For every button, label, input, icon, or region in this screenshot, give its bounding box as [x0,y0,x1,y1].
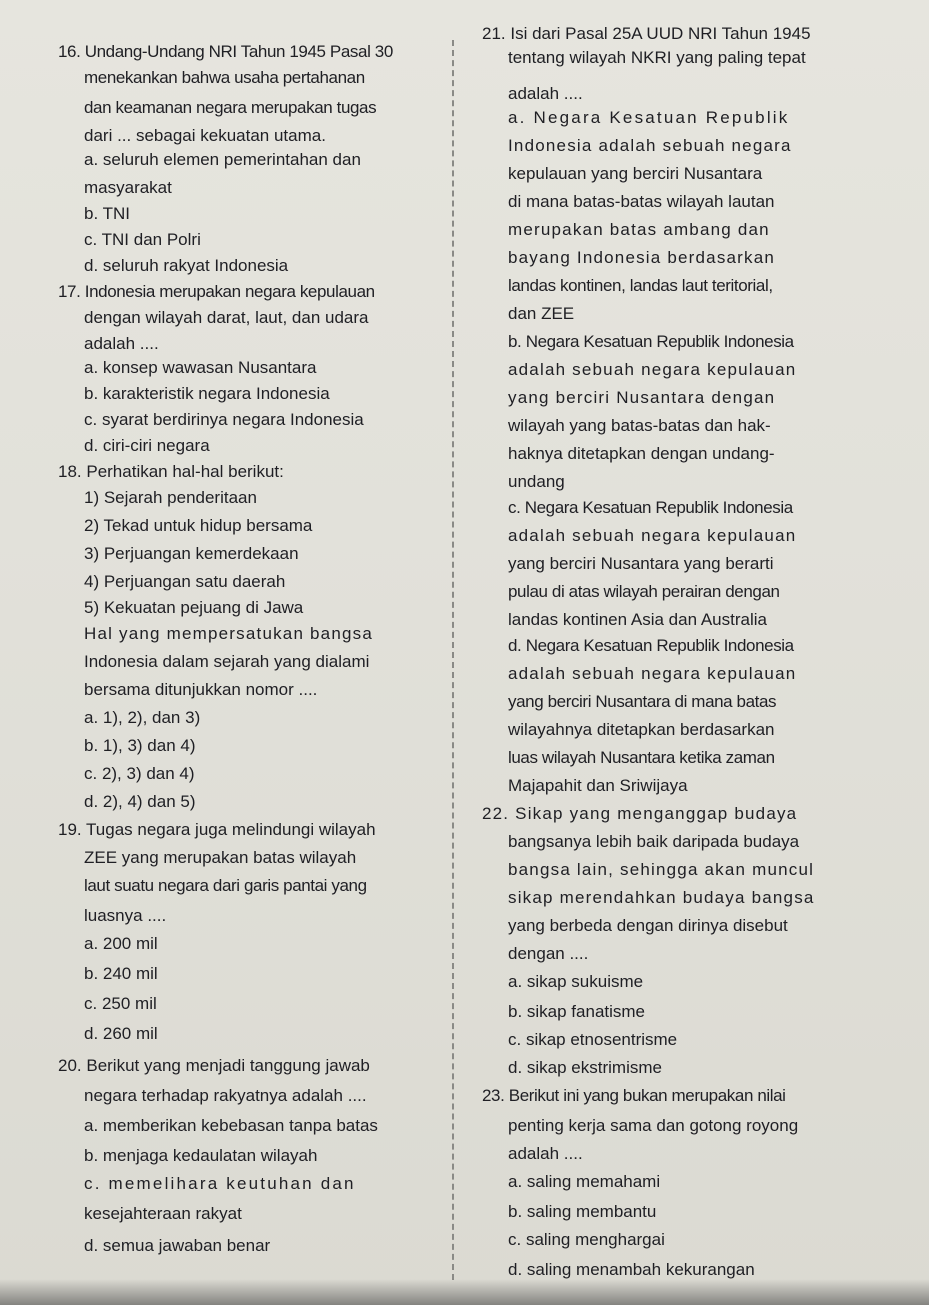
page-edge-shadow [0,1279,929,1305]
right-column-line: c. sikap etnosentrisme [508,1030,678,1049]
left-column-line: c. 250 mil [84,994,157,1013]
left-column-line: Hal yang mempersatukan bangsa [84,624,374,643]
right-column-line: bangsa lain, sehingga akan muncul [508,860,815,879]
left-column-line: dan keamanan negara merupakan tugas [84,98,377,117]
left-column-line: dengan wilayah darat, laut, dan udara [84,308,369,327]
right-column-line: 21. Isi dari Pasal 25A UUD NRI Tahun 1945 [482,24,811,43]
left-column-line: a. 1), 2), dan 3) [84,708,201,727]
left-column-line: negara terhadap rakyatnya adalah .... [84,1086,367,1105]
right-column-line: landas kontinen Asia dan Australia [508,610,767,629]
right-column-line: tentang wilayah NKRI yang paling tepat [508,48,806,67]
right-column-line: b. saling membantu [508,1202,657,1221]
left-column-line: 2) Tekad untuk hidup bersama [84,516,313,535]
right-column-line: kepulauan yang berciri Nusantara [508,164,763,183]
right-column-line: yang berciri Nusantara yang berarti [508,554,774,573]
right-column-line: c. saling menghargai [508,1230,665,1249]
left-column-line: a. seluruh elemen pemerintahan dan [84,150,361,169]
left-column-line: c. syarat berdirinya negara Indonesia [84,410,364,429]
left-column-line: d. 260 mil [84,1024,158,1043]
right-column-line: a. saling memahami [508,1172,661,1191]
right-column-line: yang berbeda dengan dirinya disebut [508,916,788,935]
right-column-line: undang [508,472,565,491]
left-column-line: masyarakat [84,178,172,197]
right-column-line: dengan .... [508,944,589,963]
right-column-line: yang berciri Nusantara di mana batas [508,692,777,711]
right-column-line: penting kerja sama dan gotong royong [508,1116,799,1135]
left-column-line: b. menjaga kedaulatan wilayah [84,1146,318,1165]
right-column-line: luas wilayah Nusantara ketika zaman [508,748,775,767]
left-column-line: d. semua jawaban benar [84,1236,271,1255]
left-column-line: d. 2), 4) dan 5) [84,792,196,811]
right-column-line: a. sikap sukuisme [508,972,644,991]
left-column-line: c. memelihara keutuhan dan [84,1174,356,1193]
right-column-line: wilayahnya ditetapkan berdasarkan [508,720,775,739]
right-column-line: adalah sebuah negara kepulauan [508,664,797,683]
right-column-line: adalah sebuah negara kepulauan [508,360,797,379]
right-column-line: merupakan batas ambang dan [508,220,770,239]
left-column-line: a. memberikan kebebasan tanpa batas [84,1116,378,1135]
left-column-line: menekankan bahwa usaha pertahanan [84,68,365,87]
left-column-line: laut suatu negara dari garis pantai yang [84,876,367,895]
left-column-line: b. TNI [84,204,130,223]
left-column-line: c. TNI dan Polri [84,230,201,249]
left-column-line: 5) Kekuatan pejuang di Jawa [84,598,304,617]
left-column-line: 17. Indonesia merupakan negara kepulauan [58,282,375,301]
right-column-line: c. Negara Kesatuan Republik Indonesia [508,498,793,517]
right-column-line: d. sikap ekstrimisme [508,1058,662,1077]
left-column-line: 1) Sejarah penderitaan [84,488,257,507]
left-column-line: Indonesia dalam sejarah yang dialami [84,652,370,671]
left-column-line: 16. Undang-Undang NRI Tahun 1945 Pasal 30 [58,42,393,61]
right-column-line: yang berciri Nusantara dengan [508,388,776,407]
right-column-line: adalah sebuah negara kepulauan [508,526,797,545]
right-column-line: Majapahit dan Sriwijaya [508,776,688,795]
left-column-line: a. 200 mil [84,934,158,953]
left-column-line: b. 1), 3) dan 4) [84,736,196,755]
left-column-line: luasnya .... [84,906,167,925]
left-column-line: bersama ditunjukkan nomor .... [84,680,318,699]
left-column-line: dari ... sebagai kekuatan utama. [84,126,326,145]
right-column-line: bayang Indonesia berdasarkan [508,248,776,267]
right-column-line: landas kontinen, landas laut teritorial, [508,276,773,295]
left-column-line: 20. Berikut yang menjadi tanggung jawab [58,1056,370,1075]
column-divider [452,40,454,1280]
right-column-line: wilayah yang batas-batas dan hak- [508,416,771,435]
left-column-line: 19. Tugas negara juga melindungi wilayah [58,820,376,839]
left-column-line: adalah .... [84,334,159,353]
right-column-line: Indonesia adalah sebuah negara [508,136,792,155]
right-column-line: a. Negara Kesatuan Republik [508,108,790,127]
right-column-line: 23. Berikut ini yang bukan merupakan nilai [482,1086,786,1105]
left-column-line: 3) Perjuangan kemerdekaan [84,544,299,563]
left-column-line: d. seluruh rakyat Indonesia [84,256,289,275]
right-column-line: bangsanya lebih baik daripada budaya [508,832,800,851]
right-column-line: sikap merendahkan budaya bangsa [508,888,815,907]
left-column-line: 18. Perhatikan hal-hal berikut: [58,462,284,481]
right-column-line: di mana batas-batas wilayah lautan [508,192,775,211]
left-column-line: d. ciri-ciri negara [84,436,210,455]
right-column-line: b. Negara Kesatuan Republik Indonesia [508,332,794,351]
left-column-line: ZEE yang merupakan batas wilayah [84,848,357,867]
left-column-line: a. konsep wawasan Nusantara [84,358,317,377]
left-column-line: 4) Perjuangan satu daerah [84,572,286,591]
right-column-line: b. sikap fanatisme [508,1002,646,1021]
right-column-line: adalah .... [508,1144,583,1163]
right-column-line: d. saling menambah kekurangan [508,1260,755,1279]
right-column-line: pulau di atas wilayah perairan dengan [508,582,780,601]
right-column-line: haknya ditetapkan dengan undang- [508,444,775,463]
right-column-line: 22. Sikap yang menganggap budaya [482,804,798,823]
right-column-line: dan ZEE [508,304,575,323]
right-column-line: adalah .... [508,84,583,103]
right-column-line: d. Negara Kesatuan Republik Indonesia [508,636,794,655]
left-column-line: c. 2), 3) dan 4) [84,764,195,783]
left-column-line: kesejahteraan rakyat [84,1204,242,1223]
left-column-line: b. 240 mil [84,964,158,983]
left-column-line: b. karakteristik negara Indonesia [84,384,330,403]
